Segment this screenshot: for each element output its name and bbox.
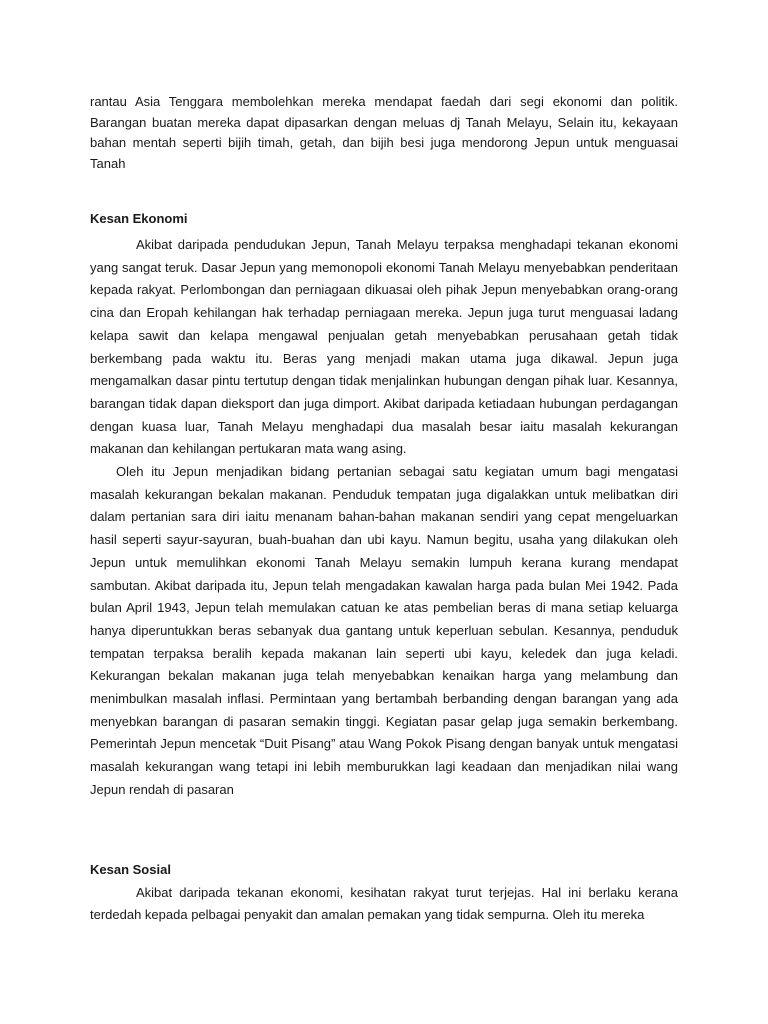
sosial-paragraph-1: Akibat daripada tekanan ekonomi, kesihatan rakyat turut terjejas. Hal ini berlaku kerana terdedah kepada pelbagai penyakit dan amalan pemakan yang tidak sempurna. Oleh itu mereka	[90, 884, 678, 923]
heading-kesan-sosial: Kesan Sosial	[90, 861, 171, 877]
intro-paragraph: rantau Asia Tenggara membolehkan mereka mendapat faedah dari segi ekonomi dan politik. Barangan buatan mereka dapat dipasarkan dengan meluas dj Tanah Melayu, Selain itu, kekayaan bahan mentah seperti bijih timah, getah, dan bijih besi juga mendorong Jepun untuk menguasai Tanah	[90, 94, 678, 171]
ekonomi-paragraph-2: Oleh itu Jepun menjadikan bidang pertanian sebagai satu kegiatan umum bagi mengatasi masalah kekurangan bekalan makanan. Penduduk tempatan juga digalakkan untuk melibatkan diri dalam pertanian sara diri iaitu menanam bahan-bahan makanan sendiri yang cepat mengeluarkan hasil seperti sayur-sayuran, buah-buahan dan ubi kayu. Namun begitu, usaha yang dilakukan oleh Jepun untuk memulihkan ekonomi Tanah Melayu semakin lumpuh kerana kurang mendapat sambutan. Akibat daripada itu, Jepun telah mengadakan kawalan harga pada bulan Mei 1942. Pada bulan April 1943, Jepun telah memulakan catuan ke atas pembelian beras di mana setiap keluarga hanya diperuntukkan beras sebanyak dua gantang untuk keperluan sebulan. Kesannya, penduduk tempatan terpaksa beralih kepada makanan lain seperti ubi kayu, keledek dan juga keladi. Kekurangan bekalan makanan juga telah menyebabkan kenaikan harga yang melambung dan menimbulkan masalah inflasi. Permintaan yang bertambah berbanding dengan barangan yang ada menyebkan barangan di pasaran semakin tinggi. Kegiatan pasar gelap juga semakin berkembang. Pemerintah Jepun mencetak “Duit Pisang” atau Wang Pokok Pisang dengan banyak untuk mengatasi masalah kekurangan wang tetapi ini lebih memburukkan lagi keadaan dan menjadikan nilai wang Jepun rendah di pasaran	[90, 464, 678, 797]
heading-kesan-ekonomi: Kesan Ekonomi	[90, 211, 188, 226]
section-kesan-ekonomi	[90, 234, 678, 802]
ekonomi-paragraph-1: Akibat daripada pendudukan Jepun, Tanah Melayu terpaksa menghadapi tekanan ekonomi yang sangat teruk. Dasar Jepun yang memonopoli ekonomi Tanah Melayu menyebabkan penderitaan kepada rakyat. Perlombongan dan perniagaan dikuasai oleh pihak Jepun menyebabkan orang-orang cina dan Eropah kehilangan hak terhadap perniagaan mereka. Jepun juga turut menguasai ladang kelapa sawit dan kelapa mengawal penjualan getah menyebabkan perusahaan getah tidak berkembang pada waktu itu. Beras yang menjadi makan utama juga dikawal. Jepun juga mengamalkan dasar pintu tertutup dengan tidak menjalinkan hubungan dengan pihak luar. Kesannya, barangan tidak dapan dieksport dan juga dimport. Akibat daripada ketiadaan hubungan perdagangan dengan kuasa luar, Tanah Melayu menghadapi dua masalah besar iaitu masalah kekurangan makanan dan kehilangan pertukaran mata wang asing.	[90, 237, 678, 457]
section-kesan-sosial	[90, 882, 678, 927]
